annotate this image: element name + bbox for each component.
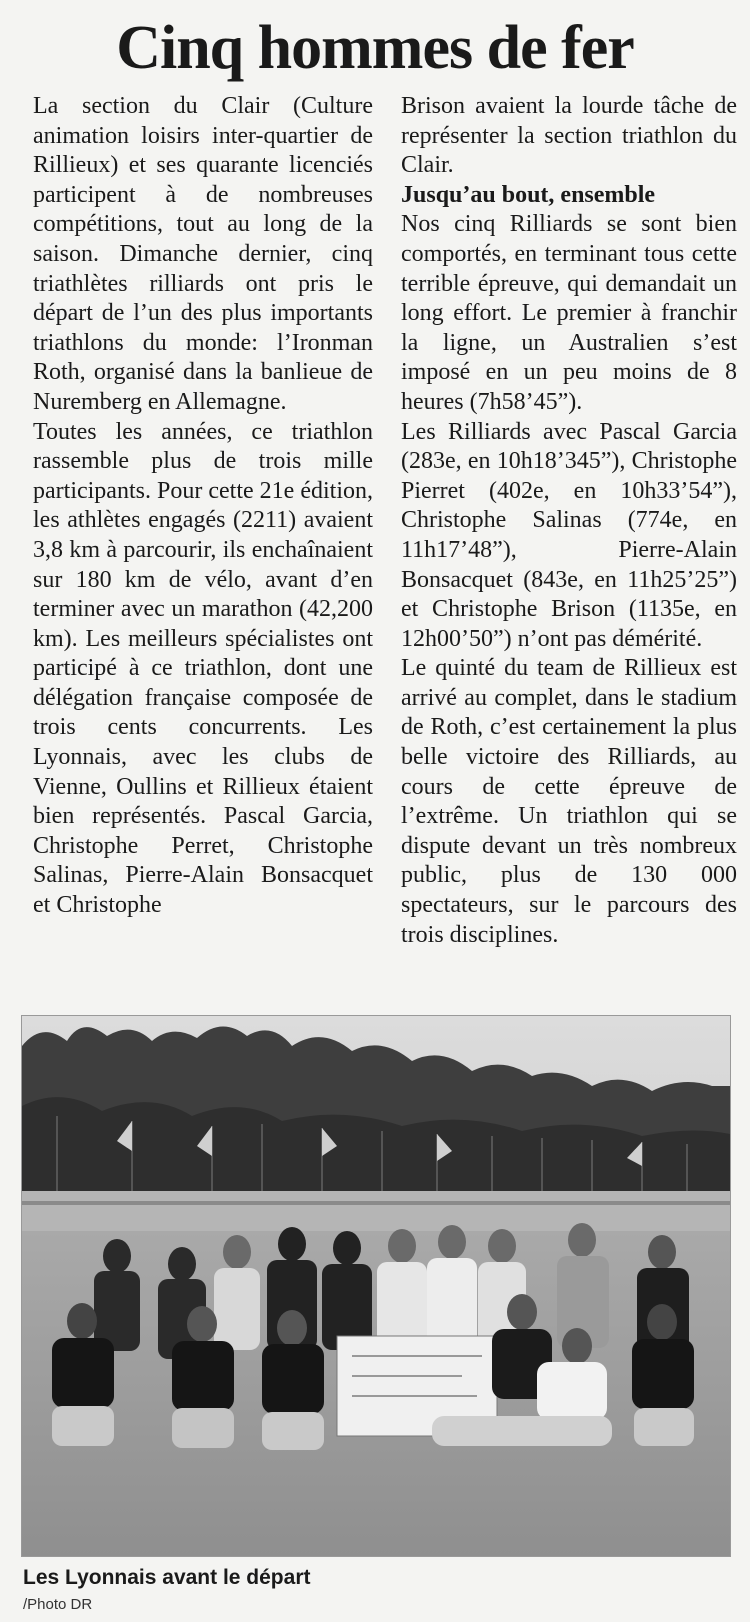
article-paragraph: La section du Clair (Culture animation loisirs inter-quartier de Rillieux) et ses quarante licenciés participent à de nombreuses compétitions, tout au long de la saison. Dimanche dernier, cinq triathlètes rilliards ont pris le départ de l’un des plus importants triathlons du monde: l’Ironman Roth, organisé dans la banlieue de Nuremberg en Allemagne. (33, 93, 373, 415)
team-photo (21, 1015, 731, 1557)
article-column-left (33, 92, 373, 921)
article-paragraph: Nos cinq Rilliards se sont bien comportés, en terminant tous cette terrible épreuve, qui demandait un long effort. Le premier à franchir la ligne, un Australien s’est imposé en un peu moins de 8 heures (7h58’45”). (401, 211, 737, 415)
subheading: Jusqu’au bout, ensemble (401, 181, 656, 208)
article-paragraph: Les Rilliards avec Pascal Garcia (283e, en 10h18’345”), Christophe Pierret (402e, en 10h33’54”), Christophe Salinas (774e, en 11h17’48”), Pierre-Alain Bonsacquet (843e, en 11h25’25”) et Christophe Brison (1135e, en 12h00’50”) n’ont pas démérité. (401, 418, 737, 652)
photo-caption: Les Lyonnais avant le départ (23, 1566, 311, 1589)
article-paragraph: Le quinté du team de Rillieux est arrivé au complet, dans le stadium de Roth, c’est certainement la plus belle victoire des Rilliards, au cours de cette épreuve de l’extrême. Un triathlon qui se dispute devant un très nombreux public, plus de 130 000 spectateurs, sur le parcours des trois disciplines. (401, 655, 737, 948)
article-column-right (401, 92, 737, 950)
article-paragraph: Brison avaient la lourde tâche de représenter la section triathlon du Clair. (401, 93, 737, 179)
headline: Cinq hommes de fer (116, 14, 634, 82)
article-paragraph: Toutes les années, ce triathlon rassemble plus de trois mille participants. Pour cette 21e édition, les athlètes engagés (2211) avaient 3,8 km à parcourir, ils enchaînaient sur 180 km de vélo, avant d’en terminer avec un marathon (42,200 km). Les meilleurs spécialistes ont participé à ce triathlon, dont une délégation française composée de trois cents concurrents. Les Lyonnais, avec les clubs de Vienne, Oullins et Rillieux étaient bien représentés. Pascal Garcia, Christophe Perret, Christophe Salinas, Pierre-Alain Bonsacquet et Christophe (33, 418, 373, 919)
photo-credit: /Photo DR (23, 1596, 93, 1613)
